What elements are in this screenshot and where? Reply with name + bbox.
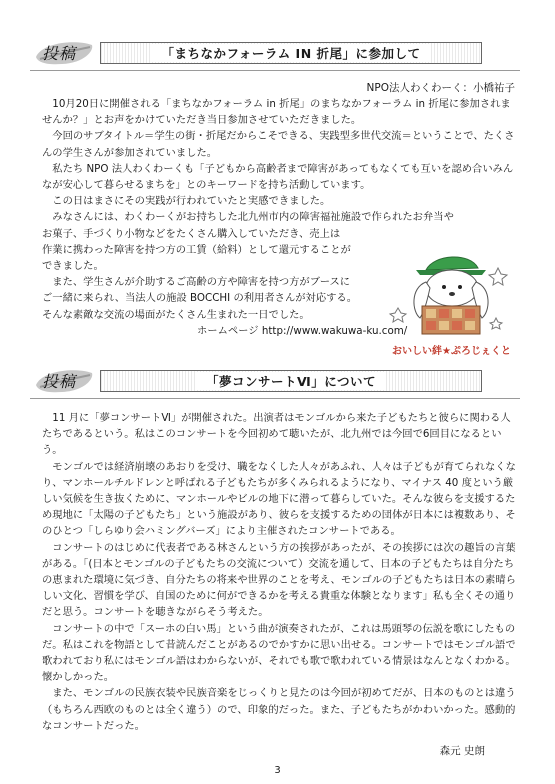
text-line: できました。 [42,260,104,273]
dog-mascot-icon [390,257,507,334]
text-line: みなさんには、わくわーくがお持ちした北九州市内の障害福祉施設で作られたお弁当や [52,211,454,224]
mascot-illustration [386,248,516,358]
article-title: 「夢コンサートⅥ」について [196,372,386,390]
paragraph: 11 月に「夢コンサートⅥ」が開催された。出演者はモンゴルから来た子どもたちと彼らに関わる人たちであるという。私はこのコンサートを今回初めて聴いたが、北九州では今回で6回目になるという。 [42,412,511,457]
title-underline [30,70,520,71]
badge-label: 投稿 [42,44,77,63]
illustration-caption: おいしい絆★ぷろじぇくと [392,346,511,357]
article-title: 「まちなかフォーラム IN 折尾」に参加して [151,44,430,62]
homepage-line: ホームページ http://www.wakuwa-ku.com/ [197,324,408,337]
author-byline: NPO法人わくわーく：小橋祐子 [366,82,515,94]
page-number: 3 [274,765,281,776]
badge-label: 投稿 [42,372,77,391]
paragraph: モンゴルでは経済崩壊のあおりを受け、職をなくした人々があふれ、人々は子どもが育てられなくなり、マンホールチルドレンと呼ばれる子どもたちが多くみられるようになり、マイナス 40 度という厳しい気候を生き抜くために、マンホールやビルの地下に潜って暮らしていた。そんな彼らを支援するため現地に「太陽の子どもたち」という施設があり、彼らを支援するための団体が日本には複数あり、そのひとつ「しらゆり会ハミングバーズ」により主催されたコンサートである。 [42,460,516,538]
text-line: そんな素敵な交流の場面がたくさん生まれた一日でした。 [42,308,310,321]
paragraph: コンサートのはじめに代表者である林さんという方の挨拶があったが、その挨拶には次の趣旨の言葉がある。「(日本とモンゴルの子どもたちの交流について）交流を通して、日本の子どもたちは自分たちの恵まれた環境に気づき、自分たちの将来や世界のことを考え、モンゴルの子どもたちは日本の素晴らしい文化、習慣を学び、自国のために何ができるかを考える貴重な体験となります」私も全くその通りだと思う。コンサートを聴きながらそう考えた。 [42,541,516,619]
text-line: 作業に携わった障害を持つ方の工賃（給料）として還元することが [42,243,351,256]
article-title-box [100,370,482,392]
text-line: お菓子、手づくり小物などをたくさん購入していただき、売上は [42,227,341,240]
paragraph: 私たち NPO 法人わくわーくも「子どもから高齢者まで障害があってもなくても互いを認め合いみんなが安心して暮らせるまちを」とのキーワードを持ち活動しています。 [42,162,514,192]
author-signature: 森元 史朗 [434,743,485,758]
paragraph: この日はまさにその実践が行われていたと実感できました。 [52,195,331,208]
paragraph: 10月20日に開催される「まちなかフォーラム in 折尾」のまちなかフォーラム in 折尾に参加されませんか？」とお声をかけていただき当日参加させていただきました。 [42,98,511,127]
contribution-badge [34,365,92,395]
article2-body [42,410,520,734]
title-underline [30,398,520,399]
contribution-badge [34,37,92,67]
paragraph: コンサートの中で「スーホの白い馬」という曲が演奏されたが、これは馬頭琴の伝説を歌にしたものだ。私はこれを物語として昔読んだことがあるのでかすかに思い出せる。コンサートではモンゴル語で歌われており私にはモンゴル語はわからないが、それでも歌で歌われている情景はなんとなくわかる。懐かしかった。 [42,622,516,684]
paragraph: 今回のサブタイトル＝学生の街・折尾だからこそできる、実践型多世代交流＝ということで、たくさんの学生さんが参加されていました。 [42,130,515,159]
text-line: また、学生さんが介助するご高齢の方や障害を持つ方がブースに [52,276,351,289]
article-title-box [100,42,482,64]
paragraph: また、モンゴルの民族衣装や民族音楽をじっくりと見たのは今回が初めてだが、日本のものとは違う（もちろん西欧のものとは全く違う）ので、印象的だった。また、子どもたちがかわいかった。感動的なコンサートだった。 [42,687,516,732]
text-line: ご一緒に来られ、当法人の施設 BOCCHI の利用者さんが対応する。 [42,292,358,305]
